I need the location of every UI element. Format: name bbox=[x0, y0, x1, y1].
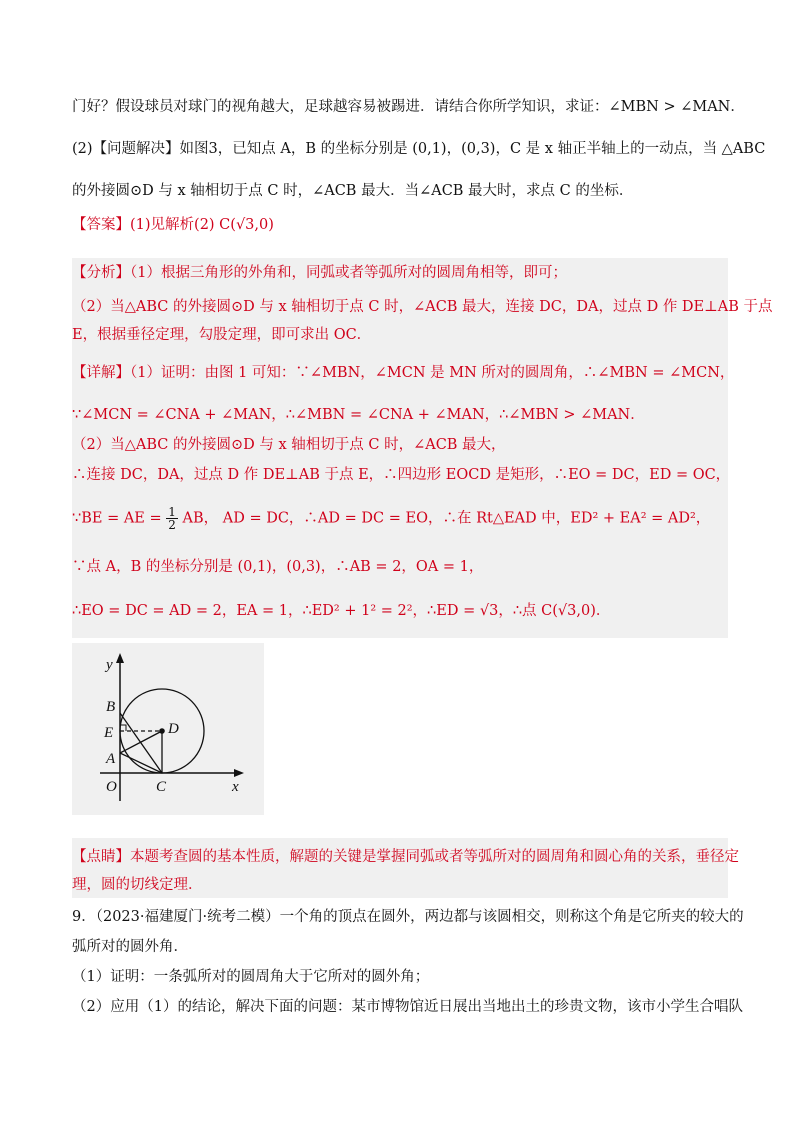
fraction-denominator: 2 bbox=[168, 518, 176, 532]
question-9-line-1: 9．（2023·福建厦门·统考二模）一个角的顶点在圆外，两边都与该圆相交，则称这个角是它所夹的较大的 bbox=[72, 909, 744, 925]
detail-line-6: ∵点 A，B 的坐标分别是 (0,1)，(0,3)，∴AB = 2，OA = 1， bbox=[72, 559, 484, 575]
circle-tangent-diagram bbox=[72, 643, 264, 815]
fraction-one-half bbox=[166, 506, 178, 531]
label-o: O bbox=[106, 779, 117, 795]
text-line-3: 的外接圆⊙D 与 x 轴相切于点 C 时，∠ACB 最大．当∠ACB 最大时，求点 C 的坐标． bbox=[72, 183, 634, 199]
segment-bc bbox=[120, 713, 162, 773]
detail-line-1: 【详解】（1）证明：由图 1 可知：∵∠MBN，∠MCN 是 MN 所对的圆周角，∴∠MBN = ∠MCN， bbox=[72, 365, 735, 381]
text-line-2: (2)【问题解决】如图3，已知点 A，B 的坐标分别是 (0,1)，(0,3)，C 是 x 轴正半轴上的一动点，当 △ABC bbox=[72, 141, 766, 157]
label-a: A bbox=[106, 751, 116, 767]
fraction-numerator: 1 bbox=[168, 505, 176, 519]
analysis-line-2: （2）当△ABC 的外接圆⊙D 与 x 轴相切于点 C 时，∠ACB 最大，连接 DC，DA，过点 D 作 DE⊥AB 于点 bbox=[72, 299, 773, 315]
segment-da bbox=[120, 731, 162, 753]
question-9-line-4: （2）应用（1）的结论，解决下面的问题：某市博物馆近日展出当地出土的珍贵文物，该市小学生合唱队 bbox=[72, 999, 743, 1015]
detail-line-5-a: ∵BE = AE = bbox=[72, 510, 162, 527]
x-axis-arrow bbox=[234, 769, 244, 777]
y-axis-arrow bbox=[116, 653, 124, 663]
detail-line-2: ∵∠MCN = ∠CNA + ∠MAN，∴∠MBN = ∠CNA + ∠MAN，∴∠MBN > ∠MAN． bbox=[72, 407, 645, 423]
comment-line-2: 理，圆的切线定理． bbox=[72, 877, 203, 893]
analysis-line-1: 【分析】（1）根据三角形的外角和，同弧或者等弧所对的圆周角相等，即可； bbox=[72, 265, 567, 281]
figure-3 bbox=[72, 643, 264, 815]
label-e: E bbox=[104, 725, 114, 741]
detail-line-7: ∴EO = DC = AD = 2，EA = 1，∴ED² + 1² = 2²，∴ED = √3，∴点 C(√3,0)． bbox=[72, 603, 611, 619]
detail-line-3: （2）当△ABC 的外接圆⊙D 与 x 轴相切于点 C 时，∠ACB 最大， bbox=[72, 437, 506, 453]
answer-line: 【答案】(1)见解析(2) C(√3,0) bbox=[72, 217, 274, 233]
label-x: x bbox=[232, 779, 239, 795]
text-line-1: 门好？假设球员对球门的视角越大，足球越容易被踢进．请结合你所学知识，求证：∠MBN > ∠MAN． bbox=[72, 99, 745, 115]
center-point-d bbox=[159, 728, 165, 734]
label-d: D bbox=[168, 721, 179, 737]
label-y: y bbox=[106, 657, 113, 673]
detail-line-4: ∴连接 DC，DA，过点 D 作 DE⊥AB 于点 E，∴四边形 EOCD 是矩形，∴EO = DC，ED = OC， bbox=[72, 467, 731, 483]
comment-line-1: 【点睛】本题考查圆的基本性质，解题的关键是掌握同弧或者等弧所对的圆周角和圆心角的关系，垂径定 bbox=[72, 849, 739, 865]
analysis-line-3: E，根据垂径定理，勾股定理，即可求出 OC． bbox=[72, 327, 372, 343]
label-c: C bbox=[156, 779, 167, 795]
detail-line-5 bbox=[72, 506, 710, 531]
label-b: B bbox=[106, 699, 116, 715]
question-9-line-2: 弧所对的圆外角． bbox=[72, 939, 188, 955]
question-9-line-3: （1）证明：一条弧所对的圆周角大于它所对的圆外角； bbox=[72, 969, 430, 985]
detail-line-5-b: AB， AD = DC，∴AD = DC = EO，∴在 Rt△EAD 中，ED² + EA² = AD²， bbox=[182, 510, 711, 527]
